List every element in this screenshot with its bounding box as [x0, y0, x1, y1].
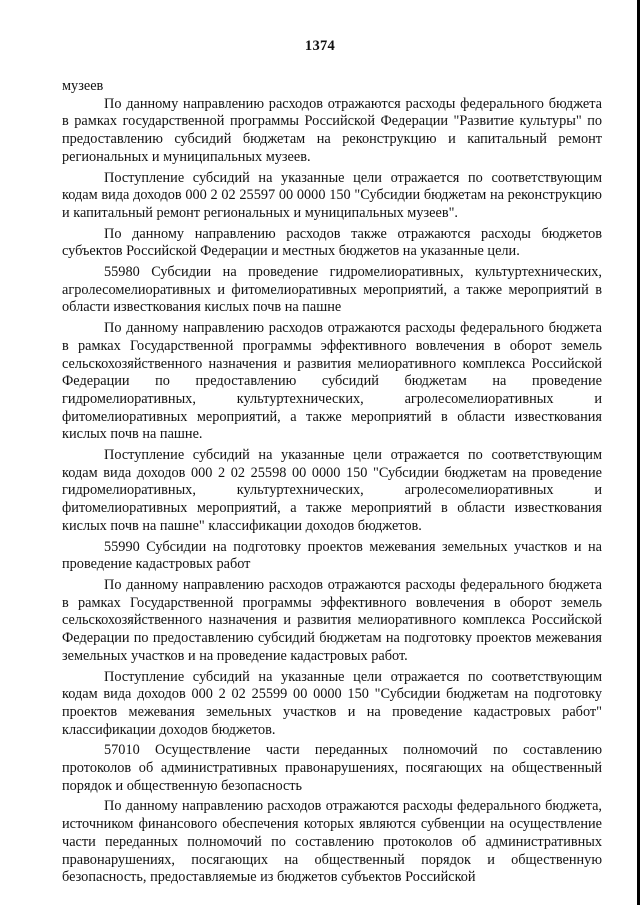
paragraph-continuation: музеев	[62, 78, 104, 94]
paragraph: По данному направлению расходов также отражаются расходы бюджетов субъектов Российской Федерации и местных бюджетов на указанные цели.	[62, 225, 602, 260]
paragraph: По данному направлению расходов отражаются расходы федерального бюджета в рамках Государственной программы эффективного вовлечения в оборот земель сельскохозяйственного назначения и развития мелиоративного комплекса Российской Федерации по предоставлению субсидий бюджетам на подготовку проектов межевания земельных участков и на проведение кадастровых работ.	[62, 576, 602, 664]
section-heading-55990: 55990 Субсидии на подготовку проектов межевания земельных участков и на проведение кадастровых работ	[62, 538, 602, 573]
page-number: 1374	[304, 38, 336, 54]
paragraph: По данному направлению расходов отражаются расходы федерального бюджета, источником финансового обеспечения которых являются субвенции на осуществление части переданных полномочий по составлению протоколов об административных правонарушениях, посягающих на общественный порядок и общественную безопасность, предоставляемые из бюджетов субъектов Российской	[62, 798, 602, 886]
paragraph: Поступление субсидий на указанные цели отражается по соответствующим кодам вида доходов 000 2 02 25598 00 0000 150 "Субсидии бюджетам на проведение гидромелиоративных, культуртехнических, агролесомелиоративных и фитомелиоративных мероприятий, а также мероприятий в области известкования кислых почв на пашне" классификации доходов бюджетов.	[62, 447, 602, 534]
document-body	[62, 78, 602, 887]
section-heading-55980: 55980 Субсидии на проведение гидромелиоративных, культуртехнических, агролесомелиоративных и фитомелиоративных мероприятий, а также мероприятий в области известкования кислых почв на пашне	[62, 264, 602, 316]
paragraph: Поступление субсидий на указанные цели отражается по соответствующим кодам вида доходов 000 2 02 25599 00 0000 150 "Субсидии бюджетам на подготовку проектов межевания земельных участков и на проведение кадастровых работ" классификации доходов бюджетов.	[62, 668, 602, 738]
paragraph: По данному направлению расходов отражаются расходы федерального бюджета в рамках Государственной программы эффективного вовлечения в оборот земель сельскохозяйственного назначения и развития мелиоративного комплекса Российской Федерации по предоставлению субсидий бюджетам на проведение гидромелиоративных, культуртехнических, агролесомелиоративных и фитомелиоративных мероприятий, а также мероприятий в области известкования кислых почв на пашне.	[62, 320, 602, 443]
paragraph: По данному направлению расходов отражаются расходы федерального бюджета в рамках государственной программы Российской Федерации "Развитие культуры" по предоставлению субсидий бюджетам на реконструкцию и капитальный ремонт региональных и муниципальных музеев.	[62, 95, 602, 165]
paragraph: Поступление субсидий на указанные цели отражается по соответствующим кодам вида доходов 000 2 02 25597 00 0000 150 "Субсидии бюджетам на реконструкцию и капитальный ремонт региональных и муниципальных музеев".	[62, 169, 602, 221]
section-heading-57010: 57010 Осуществление части переданных полномочий по составлению протоколов об административных правонарушениях, посягающих на общественный порядок и общественную безопасность	[62, 742, 602, 794]
